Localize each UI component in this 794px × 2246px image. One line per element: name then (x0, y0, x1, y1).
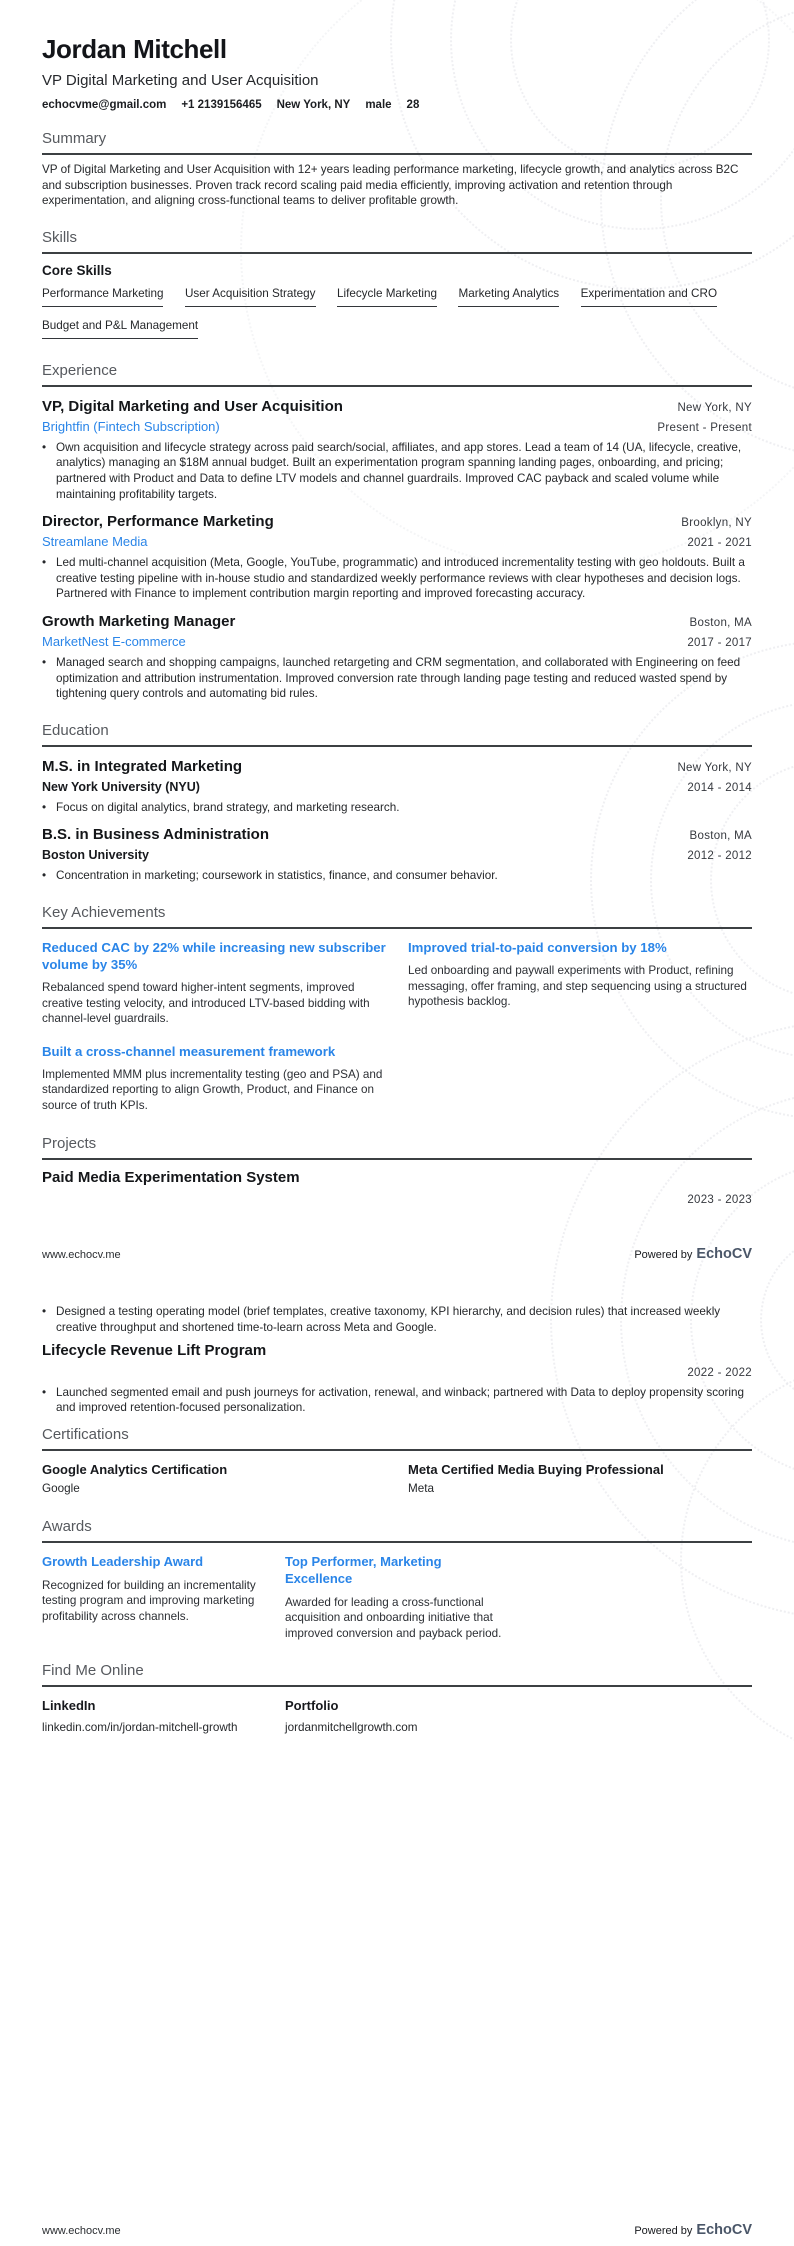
bullet-item (42, 800, 752, 816)
cert-issuer: Google (42, 1481, 80, 1495)
section-heading-projects: Projects (42, 1135, 97, 1153)
bullet-item (42, 555, 752, 602)
experience-item (42, 612, 752, 702)
summary-text: VP of Digital Marketing and User Acquisition with 12+ years leading performance marketing, lifecycle growth, and analytics across B2C and subscription businesses. Proven track record scaling paid media efficiently, improving activation and retention through experimentation, and aligning cross-functional teams to deliver profitable growth. (42, 163, 739, 208)
bullet-item (42, 1304, 752, 1335)
project-title: Lifecycle Revenue Lift Program (42, 1341, 267, 1359)
skill-chip: Experimentation and CRO (581, 286, 717, 307)
powered-by-text: Powered by (634, 1249, 693, 1262)
section-key-achievements (42, 904, 752, 1114)
certification-item (42, 1461, 386, 1496)
link-value: jordanmitchellgrowth.com (285, 1720, 418, 1734)
echocv-brand[interactable]: EchoCV (696, 2222, 752, 2238)
bullet-text: Designed a testing operating model (brief templates, creative taxonomy, KPI hierarchy, and decision rules) that increased weekly creative throughput and shortened time-to-learn across Meta and Google. (56, 1305, 721, 1335)
section-divider (42, 1685, 752, 1687)
school-location: Boston, MA (689, 830, 752, 843)
link-label: LinkedIn (42, 1697, 96, 1713)
achievement-body: Implemented MMM plus incrementality testing (geo and PSA) and standardized reporting to align Growth, Product, and Finance on source of truth KPIs. (42, 1067, 383, 1112)
achievements-column-right (408, 939, 752, 1114)
skill-chip: User Acquisition Strategy (185, 286, 316, 307)
contact-age: 28 (406, 99, 420, 111)
achievement-item (408, 939, 752, 1010)
achievement-title: Improved trial-to-paid conversion by 18% (408, 939, 667, 955)
site-url: www.echocv.me (42, 1249, 121, 1262)
award-title: Growth Leadership Award (42, 1553, 204, 1569)
achievements-column-left (42, 939, 386, 1114)
contact-row (42, 98, 752, 112)
section-projects (42, 1135, 752, 1208)
section-summary (42, 130, 752, 209)
job-location: Boston, MA (689, 616, 752, 629)
education-item (42, 757, 752, 816)
link-value: linkedin.com/in/jordan-mitchell-growth (42, 1720, 238, 1734)
company-link[interactable]: Streamlane Media (42, 534, 148, 550)
bullet-icon (42, 440, 56, 502)
echocv-brand[interactable]: EchoCV (696, 1246, 752, 1263)
company-link[interactable]: MarketNest E-commerce (42, 633, 186, 649)
section-skills (42, 229, 752, 348)
school-dates: 2012 - 2012 (687, 850, 752, 863)
section-find-me-online (42, 1662, 752, 1735)
job-dates: 2021 - 2021 (687, 537, 752, 550)
contact-email: echocvme@gmail.com (42, 99, 167, 111)
company-link[interactable]: Brightfin (Fintech Subscription) (42, 418, 220, 434)
job-title: Director, Performance Marketing (42, 513, 274, 531)
contact-phone: +1 2139156465 (181, 99, 262, 111)
section-heading-education: Education (42, 721, 109, 739)
skills-list (42, 284, 752, 348)
section-heading-find-me-online: Find Me Online (42, 1661, 144, 1679)
site-url: www.echocv.me (42, 2225, 121, 2237)
award-item (42, 1553, 267, 1642)
section-divider (42, 153, 752, 155)
cert-issuer: Meta (408, 1481, 434, 1495)
online-link-item (42, 1697, 267, 1735)
cert-name: Meta Certified Media Buying Professional (408, 1461, 664, 1477)
section-divider (42, 385, 752, 387)
achievement-item (42, 1043, 386, 1114)
section-experience (42, 362, 752, 702)
bullet-icon (42, 555, 56, 602)
bullet-icon (42, 868, 56, 884)
degree-title: M.S. in Integrated Marketing (42, 757, 243, 775)
powered-by-label (634, 1246, 752, 1262)
award-title: Top Performer, Marketing Excellence (285, 1553, 442, 1586)
section-heading-skills: Skills (42, 228, 78, 246)
candidate-name: Jordan Mitchell (42, 34, 227, 64)
bullet-icon (42, 655, 56, 702)
link-label: Portfolio (285, 1697, 339, 1713)
award-item (285, 1553, 510, 1642)
section-certifications (42, 1426, 752, 1496)
achievement-item (42, 939, 386, 1027)
degree-title: B.S. in Business Administration (42, 826, 269, 844)
page-footer (42, 2222, 752, 2238)
section-heading-awards: Awards (42, 1517, 92, 1535)
education-item (42, 825, 752, 884)
skill-chip: Budget and P&L Management (42, 318, 198, 339)
achievement-body: Rebalanced spend toward higher-intent segments, improved creative testing velocity, and introduced LTV-based bidding with channel-level guardrails. (42, 980, 370, 1026)
bullet-text: Launched segmented email and push journeys for activation, renewal, and winback; partnered with Data to deploy propensity scoring and improved retention-focused personalization. (56, 1385, 745, 1415)
experience-item (42, 512, 752, 602)
job-location: Brooklyn, NY (681, 517, 752, 530)
section-divider (42, 252, 752, 254)
bullet-item (42, 655, 752, 702)
job-title: VP, Digital Marketing and User Acquisition (42, 397, 343, 415)
skills-group-title: Core Skills (42, 262, 112, 278)
section-heading-experience: Experience (42, 361, 118, 379)
section-divider (42, 1449, 752, 1451)
project-dates: 2022 - 2022 (687, 1366, 752, 1379)
job-location: New York, NY (677, 401, 752, 414)
school-dates: 2014 - 2014 (687, 781, 752, 794)
powered-by-label (634, 2222, 752, 2238)
skill-chip: Marketing Analytics (458, 286, 559, 307)
award-body: Awarded for leading a cross-functional acquisition and onboarding initiative that improved conversion and payback period. (285, 1595, 502, 1641)
job-dates: Present - Present (657, 421, 752, 434)
experience-item (42, 397, 752, 502)
candidate-title: VP Digital Marketing and User Acquisition (42, 72, 319, 89)
section-heading-certifications: Certifications (42, 1425, 129, 1443)
bullet-text: Led multi-channel acquisition (Meta, Google, YouTube, programmatic) and introduced incrementality testing with geo holdouts. Built a creative testing pipeline with in-house studio and standardized weekly performance reviews with clear hypotheses and decision logs. Partnered with Finance to implement contribution margin reporting and improved forecasting accuracy. (56, 556, 745, 601)
bullet-text: Focus on digital analytics, brand strategy, and marketing research. (56, 800, 400, 814)
contact-gender: male (365, 99, 392, 111)
bullet-item (42, 868, 752, 884)
section-heading-key-achievements: Key Achievements (42, 903, 166, 921)
project-dates: 2023 - 2023 (687, 1194, 752, 1207)
bullet-item (42, 440, 752, 502)
section-divider (42, 1158, 752, 1160)
section-divider (42, 927, 752, 929)
school-name: New York University (NYU) (42, 779, 200, 794)
bullet-text: Own acquisition and lifecycle strategy across paid search/social, affiliates, and app stores. Lead a team of 14 (UA, lifecycle, creative, analytics) managing an $18M annual budget. Built an experimentation program spanning landing pages, onboarding, and pricing; partnered with Product and Data to define LTV models and channel guardrails. Improved CAC payback and scaled volume while maintaining profitability targets. (56, 440, 742, 501)
bullet-icon (42, 1304, 56, 1335)
bullet-item (42, 1385, 752, 1416)
school-name: Boston University (42, 848, 149, 863)
skill-chip: Performance Marketing (42, 286, 163, 307)
bullet-icon (42, 1385, 56, 1416)
page-footer (42, 1246, 752, 1262)
job-dates: 2017 - 2017 (687, 636, 752, 649)
powered-by-text: Powered by (634, 2225, 693, 2237)
online-link-item (285, 1697, 510, 1735)
section-awards (42, 1518, 752, 1642)
bullet-text: Concentration in marketing; coursework in statistics, finance, and consumer behavior. (56, 869, 498, 883)
certification-item (408, 1461, 752, 1496)
bullet-text: Managed search and shopping campaigns, launched retargeting and CRM segmentation, and collaborated with Engineering on feed optimization and attribution instrumentation. Improved conversion rate through landing page testing and reduced wasted spend by tightening query controls and automating bid rules. (56, 655, 741, 701)
section-heading-summary: Summary (42, 130, 107, 147)
job-title: Growth Marketing Manager (42, 612, 236, 630)
project-title: Paid Media Experimentation System (42, 1169, 300, 1187)
section-divider (42, 1541, 752, 1543)
achievement-title: Reduced CAC by 22% while increasing new subscriber volume by 35% (42, 939, 386, 972)
cert-name: Google Analytics Certification (42, 1461, 228, 1477)
skill-chip: Lifecycle Marketing (337, 286, 437, 307)
contact-location: New York, NY (276, 99, 351, 111)
achievement-body: Led onboarding and paywall experiments with Product, refining messaging, offer framing, and step sequencing using a structured hypothesis backlog. (408, 963, 747, 1009)
achievement-title: Built a cross-channel measurement framework (42, 1043, 336, 1059)
section-divider (42, 745, 752, 747)
school-location: New York, NY (677, 761, 752, 774)
award-body: Recognized for building an incrementality testing program and improving marketing profitability across channels. (42, 1578, 256, 1624)
bullet-icon (42, 800, 56, 816)
section-education (42, 722, 752, 884)
